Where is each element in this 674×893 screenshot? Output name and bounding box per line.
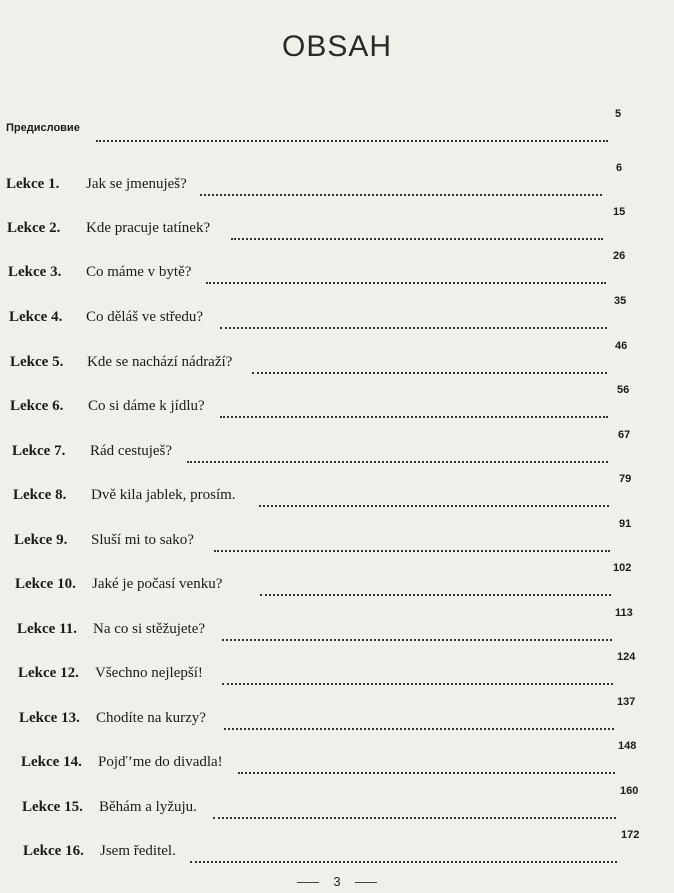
- toc-row[interactable]: [0, 162, 674, 202]
- page-number: 91: [619, 518, 632, 530]
- lesson-label: Lekce 9.: [14, 532, 68, 548]
- toc-row-preface[interactable]: [0, 108, 674, 148]
- lesson-label: Lekce 6.: [10, 398, 64, 414]
- toc-row[interactable]: [0, 562, 674, 602]
- page-number: 172: [621, 829, 640, 841]
- page-number: 15: [613, 206, 626, 218]
- page-number: 124: [617, 651, 636, 663]
- page-number: 67: [618, 429, 631, 441]
- page-footer: [0, 874, 674, 889]
- lesson-title: Kde pracuje tatínek?: [86, 220, 211, 236]
- lesson-label: Lekce 8.: [13, 487, 67, 503]
- toc-row[interactable]: [0, 384, 674, 424]
- lesson-title: Chodíte na kurzy?: [96, 710, 206, 726]
- page-number: 5: [615, 108, 622, 120]
- lesson-label: Lekce 3.: [8, 264, 62, 280]
- lesson-title: Jak se jmenuješ?: [86, 176, 187, 192]
- lesson-label: Lekce 7.: [12, 443, 66, 459]
- leader-dots: [238, 754, 615, 774]
- toc-row[interactable]: [0, 429, 674, 469]
- lesson-label: Lekce 11.: [17, 621, 77, 637]
- leader-dots: [200, 176, 602, 196]
- toc-row[interactable]: [0, 696, 674, 736]
- leader-dots: [187, 443, 608, 463]
- page-number: 56: [617, 384, 630, 396]
- leader-dots: [231, 220, 603, 240]
- footer-dash: [355, 882, 377, 883]
- page-number: 160: [620, 785, 639, 797]
- lesson-title: Kde se nachází nádraží?: [87, 354, 233, 370]
- lesson-label: Lekce 12.: [18, 665, 79, 681]
- toc-row[interactable]: [0, 518, 674, 558]
- lesson-label: Lekce 4.: [9, 309, 63, 325]
- lesson-label: Lekce 13.: [19, 710, 80, 726]
- page-number: 35: [614, 295, 627, 307]
- lesson-title: Rád cestuješ?: [90, 443, 173, 459]
- toc-row[interactable]: [0, 785, 674, 825]
- leader-dots: [206, 264, 606, 284]
- lesson-title: Na co si stěžujete?: [93, 621, 206, 637]
- lesson-label: Lekce 14.: [21, 754, 82, 770]
- lesson-title: Jaké je počasí venku?: [92, 576, 223, 592]
- toc-row[interactable]: [0, 340, 674, 380]
- toc-row[interactable]: [0, 250, 674, 290]
- footer-page-number: 3: [333, 874, 341, 889]
- leader-dots: [222, 665, 613, 685]
- lesson-title: Co máme v bytě?: [86, 264, 192, 280]
- leader-dots: [213, 799, 616, 819]
- lesson-label: Lekce 1.: [6, 176, 60, 192]
- preface-label: Предисловие: [6, 122, 80, 134]
- lesson-title: Jsem ředitel.: [100, 843, 176, 859]
- toc-row[interactable]: [0, 829, 674, 869]
- leader-dots: [259, 487, 609, 507]
- page-number: 46: [615, 340, 628, 352]
- page-number: 26: [613, 250, 626, 262]
- leader-dots: [214, 532, 610, 552]
- leader-dots: [260, 576, 611, 596]
- toc-row[interactable]: [0, 206, 674, 246]
- leader-dots: [252, 354, 607, 374]
- leader-dots: [190, 843, 617, 863]
- leader-dots: [224, 710, 614, 730]
- lesson-label: Lekce 16.: [23, 843, 84, 859]
- toc-row[interactable]: [0, 607, 674, 647]
- lesson-label: Lekce 5.: [10, 354, 64, 370]
- lesson-title: Všechno nejlepší!: [95, 665, 203, 681]
- leader-dots: [96, 122, 608, 142]
- leader-dots: [220, 398, 608, 418]
- toc-row[interactable]: [0, 295, 674, 335]
- page-number: 148: [618, 740, 637, 752]
- lesson-title: Co si dáme k jídlu?: [88, 398, 205, 414]
- lesson-label: Lekce 2.: [7, 220, 61, 236]
- toc-row[interactable]: [0, 651, 674, 691]
- lesson-title: Co děláš ve středu?: [86, 309, 204, 325]
- page-number: 113: [615, 607, 633, 619]
- footer-dash: [297, 882, 319, 883]
- leader-dots: [220, 309, 607, 329]
- toc-row[interactable]: [0, 473, 674, 513]
- page-number: 6: [616, 162, 623, 174]
- lesson-title: Dvě kila jablek, prosím.: [91, 487, 236, 503]
- page-number: 79: [619, 473, 632, 485]
- page-number: 102: [613, 562, 632, 574]
- leader-dots: [222, 621, 612, 641]
- lesson-title: Sluší mi to sako?: [91, 532, 194, 548]
- lesson-title: Běhám a lyžuju.: [99, 799, 197, 815]
- lesson-title: Pojď’me do divadla!: [98, 754, 223, 770]
- lesson-label: Lekce 15.: [22, 799, 83, 815]
- page-number: 137: [617, 696, 636, 708]
- page-title: OBSAH: [281, 30, 393, 63]
- toc-row[interactable]: [0, 740, 674, 780]
- lesson-label: Lekce 10.: [15, 576, 76, 592]
